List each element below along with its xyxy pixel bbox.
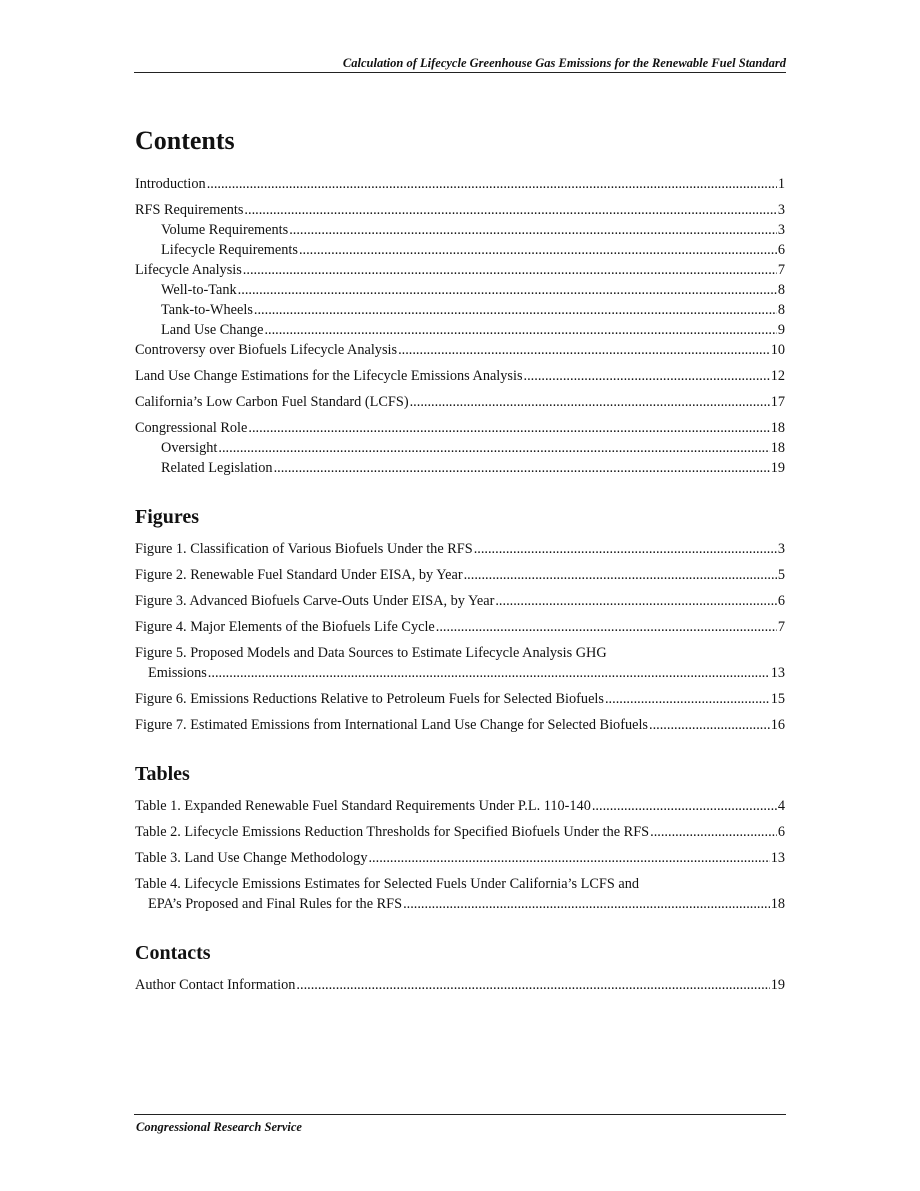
table-of-contents xyxy=(135,124,785,1021)
contacts-heading: Contacts xyxy=(135,942,211,964)
toc-entry-oversight[interactable]: Oversight ..... 18 xyxy=(135,438,785,458)
toc-entry-table-2[interactable]: Table 2. Lifecycle Emissions Reduction Thresholds for Specified Biofuels Under the RFS ..... 6 xyxy=(135,822,785,842)
contents-heading: Contents xyxy=(135,126,235,155)
toc-entry-congressional-role[interactable]: Congressional Role ..... 18 xyxy=(135,418,785,438)
toc-entry-tank-to-wheels[interactable]: Tank-to-Wheels ..... 8 xyxy=(135,300,785,320)
toc-entry-land-use-estimations[interactable]: Land Use Change Estimations for the Lifecycle Emissions Analysis ..... 12 xyxy=(135,366,785,386)
toc-entry-figure-5[interactable]: Figure 5. Proposed Models and Data Sources to Estimate Lifecycle Analysis GHG Emissions ..... 13 xyxy=(135,643,785,683)
toc-entry-figure-7[interactable]: Figure 7. Estimated Emissions from International Land Use Change for Selected Biofuels ..... 16 xyxy=(135,715,785,735)
toc-entry-controversy[interactable]: Controversy over Biofuels Lifecycle Analysis ..... 10 xyxy=(135,340,785,360)
toc-entry-table-1[interactable]: Table 1. Expanded Renewable Fuel Standard Requirements Under P.L. 110-140 ..... 4 xyxy=(135,796,785,816)
toc-entry-introduction[interactable]: Introduction ..... 1 xyxy=(135,174,785,194)
figures-heading: Figures xyxy=(135,506,200,528)
toc-entry-table-4[interactable]: Table 4. Lifecycle Emissions Estimates for Selected Fuels Under California’s LCFS and EPA’s Proposed and Final Rules for the RFS ..... 18 xyxy=(135,874,785,914)
toc-entry-lifecycle-analysis[interactable]: Lifecycle Analysis ..... 7 xyxy=(135,260,785,280)
footer-rule xyxy=(134,1114,786,1115)
toc-entry-volume-requirements[interactable]: Volume Requirements ..... 3 xyxy=(135,220,785,240)
toc-entry-figure-2[interactable]: Figure 2. Renewable Fuel Standard Under EISA, by Year ..... 5 xyxy=(135,565,785,585)
toc-entry-table-3[interactable]: Table 3. Land Use Change Methodology ..... 13 xyxy=(135,848,785,868)
toc-entry-figure-3[interactable]: Figure 3. Advanced Biofuels Carve-Outs Under EISA, by Year ..... 6 xyxy=(135,591,785,611)
running-header: Calculation of Lifecycle Greenhouse Gas Emissions for the Renewable Fuel Standard xyxy=(342,56,786,70)
toc-entry-related-legislation[interactable]: Related Legislation ..... 19 xyxy=(135,458,785,478)
toc-entry-land-use-change[interactable]: Land Use Change ..... 9 xyxy=(135,320,785,340)
contacts-section xyxy=(135,940,785,995)
toc-entry-figure-1[interactable]: Figure 1. Classification of Various Biofuels Under the RFS ..... 3 xyxy=(135,539,785,559)
toc-entry-lifecycle-requirements[interactable]: Lifecycle Requirements ..... 6 xyxy=(135,240,785,260)
figures-section xyxy=(135,504,785,735)
toc-entry-well-to-tank[interactable]: Well-to-Tank ..... 8 xyxy=(135,280,785,300)
tables-heading: Tables xyxy=(135,763,190,785)
toc-entry-figure-6[interactable]: Figure 6. Emissions Reductions Relative to Petroleum Fuels for Selected Biofuels ..... 15 xyxy=(135,689,785,709)
toc-entry-rfs-requirements[interactable]: RFS Requirements ..... 3 xyxy=(135,200,785,220)
running-footer: Congressional Research Service xyxy=(136,1120,302,1134)
toc-entry-author-contact[interactable]: Author Contact Information ..... 19 xyxy=(135,975,785,995)
contents-section xyxy=(135,124,785,478)
toc-entry-california-lcfs[interactable]: California’s Low Carbon Fuel Standard (LCFS) ..... 17 xyxy=(135,392,785,412)
tables-section xyxy=(135,761,785,914)
header-rule xyxy=(134,72,786,73)
toc-entry-figure-4[interactable]: Figure 4. Major Elements of the Biofuels Life Cycle ..... 7 xyxy=(135,617,785,637)
